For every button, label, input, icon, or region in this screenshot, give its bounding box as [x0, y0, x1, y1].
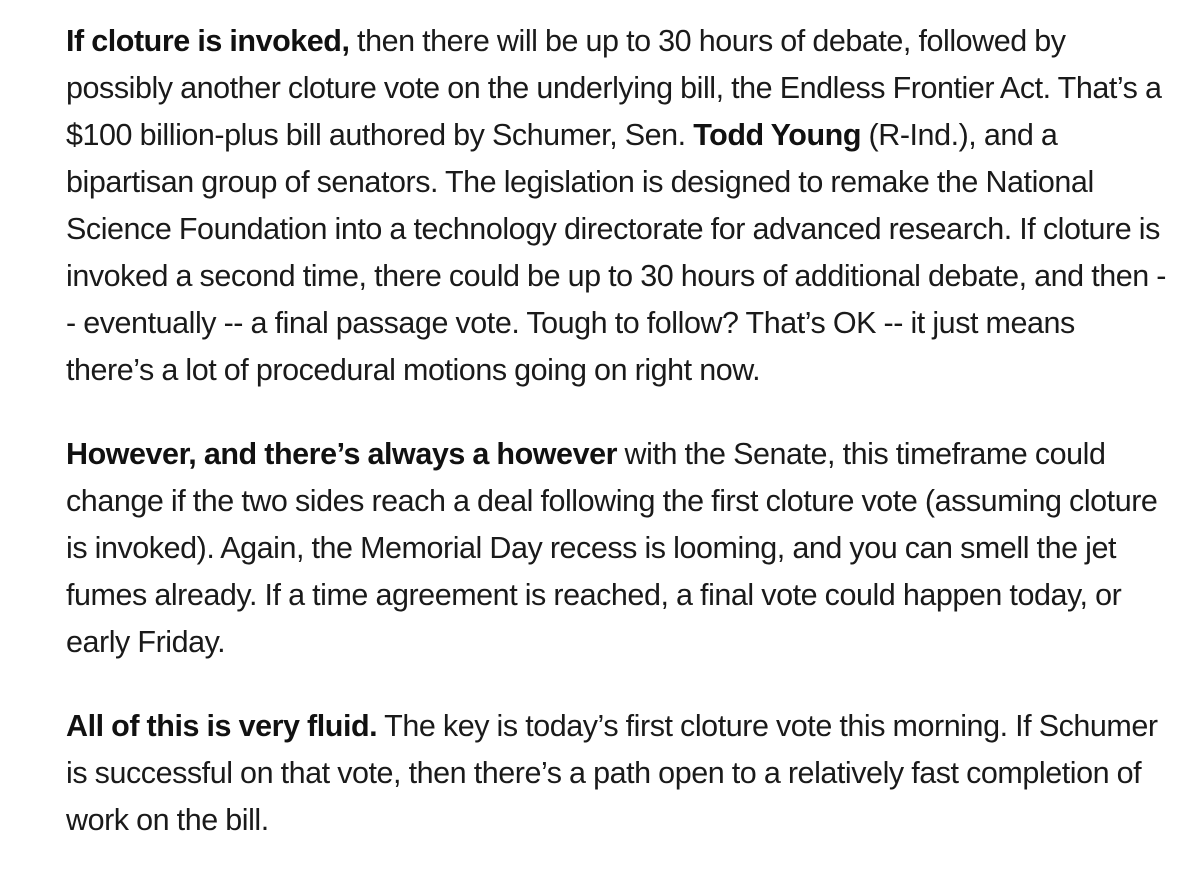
senator-name-todd-young: Todd Young	[693, 118, 862, 152]
lead-in-cloture-invoked: If cloture is invoked,	[66, 24, 350, 58]
paragraph-text: The key is today’s first cloture vote this morning. If Schumer is successful on that vote, then there’s a path open to a relatively fast completion of work on the bill.	[66, 709, 1158, 837]
paragraph-text: with the Senate, this timeframe could change if the two sides reach a deal following the first cloture vote (assuming cloture is invoked). Again, the Memorial Day recess is looming, and you can smell the jet fumes already. If a time agreement is reached, a final vote could happen today, or early Friday.	[66, 437, 1158, 659]
article-body	[66, 18, 1166, 881]
lead-in-however: However, and there’s always a however	[66, 437, 618, 471]
lead-in-fluid: All of this is very fluid.	[66, 709, 378, 743]
paragraph-text: then there will be up to 30 hours of debate, followed by possibly another cloture vote on the underlying bill, the Endless Frontier Act. That’s a $100 billion-plus bill authored by Schumer, Sen.	[66, 24, 1162, 152]
paragraph-text: (R-Ind.), and a bipartisan group of senators. The legislation is designed to remake the National Science Foundation into a technology directorate for advanced research. If cloture is invoked a second time, there could be up to 30 hours of additional debate, and then -- eventually -- a final passage vote. Tough to follow? That’s OK -- it just means there’s a lot of procedural motions going on right now.	[66, 118, 1166, 387]
paragraph-timeframe	[66, 431, 1166, 666]
paragraph-cloture-debate	[66, 18, 1166, 394]
paragraph-fluid	[66, 703, 1166, 844]
